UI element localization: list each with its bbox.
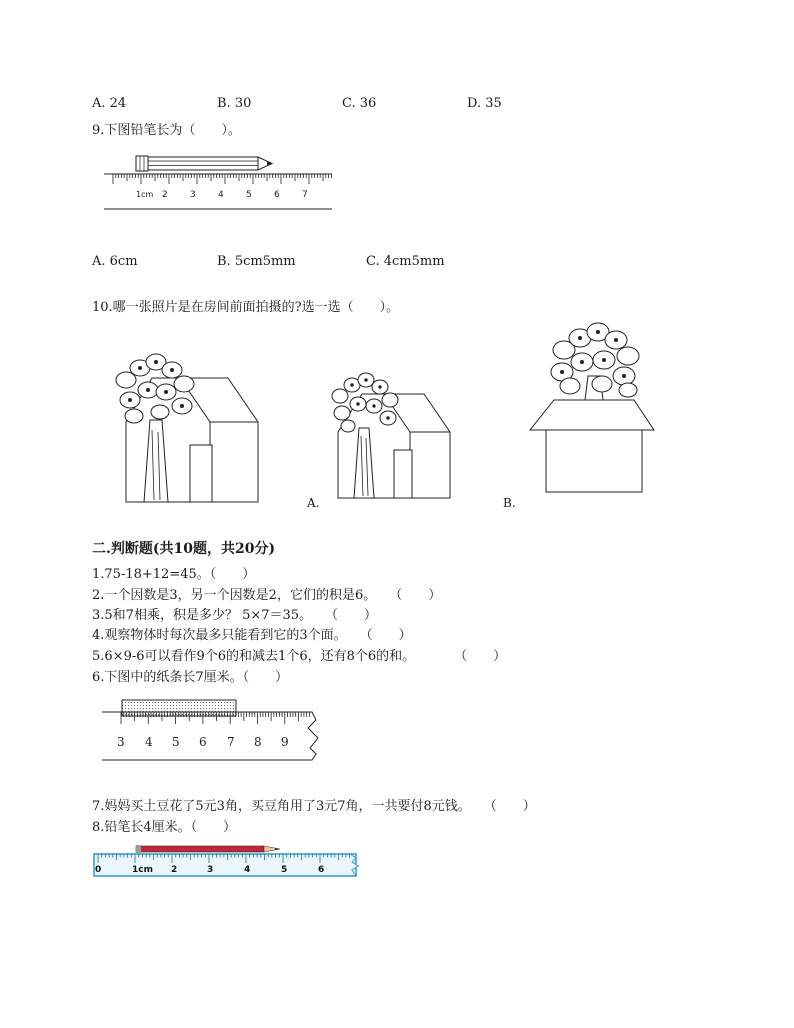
paper-strip-ruler (100, 698, 326, 764)
option-c: C. 36 (342, 96, 377, 111)
ruler-label-7: 7 (302, 190, 308, 200)
q9-option-b: B. 5cm5mm (217, 254, 296, 269)
ruler6-label-6: 6 (199, 735, 207, 749)
pencil-icon (136, 845, 280, 853)
scene-tree-house-1 (110, 350, 270, 510)
option-d: D. 35 (467, 96, 502, 111)
ruler-label-5: 5 (246, 190, 252, 200)
picture-label-a: A. (307, 496, 320, 510)
ruler8-label-6: 6 (318, 865, 325, 875)
ruler6-label-8: 8 (254, 735, 262, 749)
judge-item-3: 3.5和7相乘，积是多少？ 5×7＝35。 （ ） (92, 608, 378, 623)
pencil-ruler-figure-2 (92, 842, 360, 880)
q9-option-c: C. 4cm5mm (366, 254, 445, 269)
pencil-ruler-figure (100, 152, 340, 214)
q9-option-a: A. 6cm (92, 254, 138, 269)
judge-item-6: 6.下图中的纸条长7厘米。（ ） (92, 670, 289, 685)
section-title: 二.判断题(共10题，共20分) (92, 541, 276, 557)
ruler-label-4: 4 (218, 190, 224, 200)
judge-item-1: 1.75-18+12=45。（ ） (92, 567, 256, 582)
ruler-label-6: 6 (274, 190, 280, 200)
house-icon (530, 400, 654, 492)
tree-icon (551, 323, 639, 408)
option-a: A. 24 (92, 96, 127, 111)
ruler8-label-2: 2 (171, 865, 178, 875)
ruler8-label-5: 5 (281, 865, 288, 875)
ruler-label-2: 2 (162, 190, 168, 200)
judge-item-8: 8.铅笔长4厘米。（ ） (92, 820, 237, 835)
judge-item-4: 4.观察物体时每次最多只能看到它的3个面。 （ ） (92, 628, 412, 643)
ruler-label-3: 3 (190, 190, 196, 200)
scene-tree-house-b (526, 322, 660, 496)
scene-tree-house-a (326, 370, 458, 504)
ruler6-label-9: 9 (281, 735, 289, 749)
ruler8-label-4: 4 (244, 865, 251, 875)
judge-item-2: 2.一个因数是3，另一个因数是2，它们的积是6。 （ ） (92, 588, 442, 603)
ruler6-label-5: 5 (172, 735, 180, 749)
ruler6-label-3: 3 (117, 735, 125, 749)
picture-label-b: B. (503, 496, 516, 510)
ruler-label-1cm: 1cm (136, 190, 154, 199)
ruler8-label-0: 0 (95, 865, 102, 875)
judge-item-7: 7.妈妈买土豆花了5元3角，买豆角用了3元7角，一共要付8元钱。 （ ） (92, 799, 536, 814)
option-b: B. 30 (217, 96, 252, 111)
judge-item-5: 5.6×9-6可以看作9个6的和减去1个6，还有8个6的和。 （ ） (92, 649, 507, 664)
question-10: 10.哪一张照片是在房间前面拍摄的?选一选（ ）。 (92, 300, 400, 315)
ruler6-label-7: 7 (227, 735, 235, 749)
ruler8-label-3: 3 (207, 865, 214, 875)
ruler6-label-4: 4 (145, 735, 153, 749)
ruler8-label-1cm: 1cm (132, 865, 153, 875)
question-9: 9.下图铅笔长为（ ）。 (92, 123, 241, 138)
pencil-icon (136, 156, 272, 171)
